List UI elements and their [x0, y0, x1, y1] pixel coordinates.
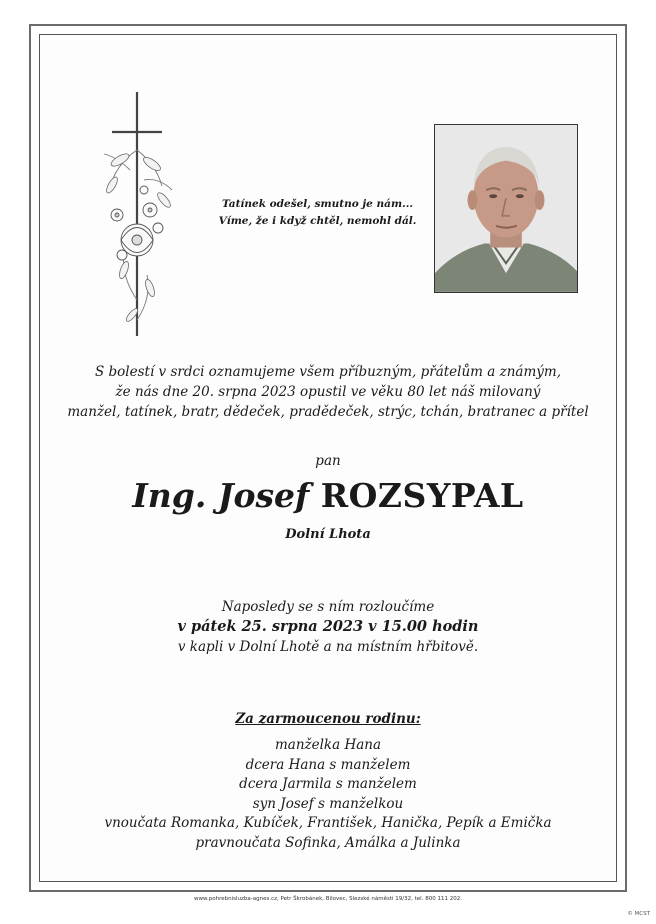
salutation: pan	[315, 453, 341, 469]
deceased-surname: ROZSYPAL	[320, 476, 524, 515]
announcement-line: manžel, tatínek, bratr, dědeček, pradědeček, strýc, tchán, bratranec a přítel	[67, 404, 589, 420]
family-member: vnoučata Romanka, Kubíček, František, Hanička, Pepík a Emička	[104, 815, 552, 832]
family-member: pravnoučata Sofinka, Amálka a Julinka	[195, 834, 461, 851]
death-announcement	[60, 362, 596, 422]
deceased-first-name: Ing. Josef	[132, 476, 310, 515]
copyright-mark: © MCST	[627, 911, 650, 917]
announcement-line: že nás dne 20. srpna 2023 opustil ve věku 80 let náš milovaný	[115, 384, 541, 400]
deceased-name	[0, 474, 656, 518]
family-member: dcera Hana s manželem	[245, 756, 411, 773]
quote-line: Tatínek odešel, smutno je nám...	[221, 198, 414, 210]
family-list	[0, 736, 656, 854]
quote	[205, 196, 430, 230]
portrait-photo	[434, 124, 578, 293]
family-heading: Za zarmoucenou rodinu:	[235, 711, 421, 727]
announcement-line: S bolestí v srdci oznamujeme všem příbuzným, přátelům a známým,	[94, 364, 561, 380]
funeral-date: v pátek 25. srpna 2023 v 15.00 hodin	[177, 618, 479, 635]
funeral-line: Naposledy se s ním rozloučíme	[221, 599, 435, 615]
publisher-footer: www.pohrebnisluzba-agnes.cz, Petr Škrobánek, Bílovec, Slezské náměstí 19/32, tel. 800 111 202.	[194, 896, 462, 902]
cross-with-flowers-icon	[92, 90, 182, 340]
quote-line: Víme, že i když chtěl, nemohl dál.	[218, 215, 417, 227]
family-member: dcera Jarmila s manželem	[239, 776, 417, 793]
deceased-place: Dolní Lhota	[285, 527, 371, 542]
family-member: syn Josef s manželkou	[252, 795, 404, 812]
funeral-info	[0, 597, 656, 657]
family-member: manželka Hana	[274, 737, 382, 753]
funeral-location: v kapli v Dolní Lhotě a na místním hřbitově.	[177, 639, 479, 655]
